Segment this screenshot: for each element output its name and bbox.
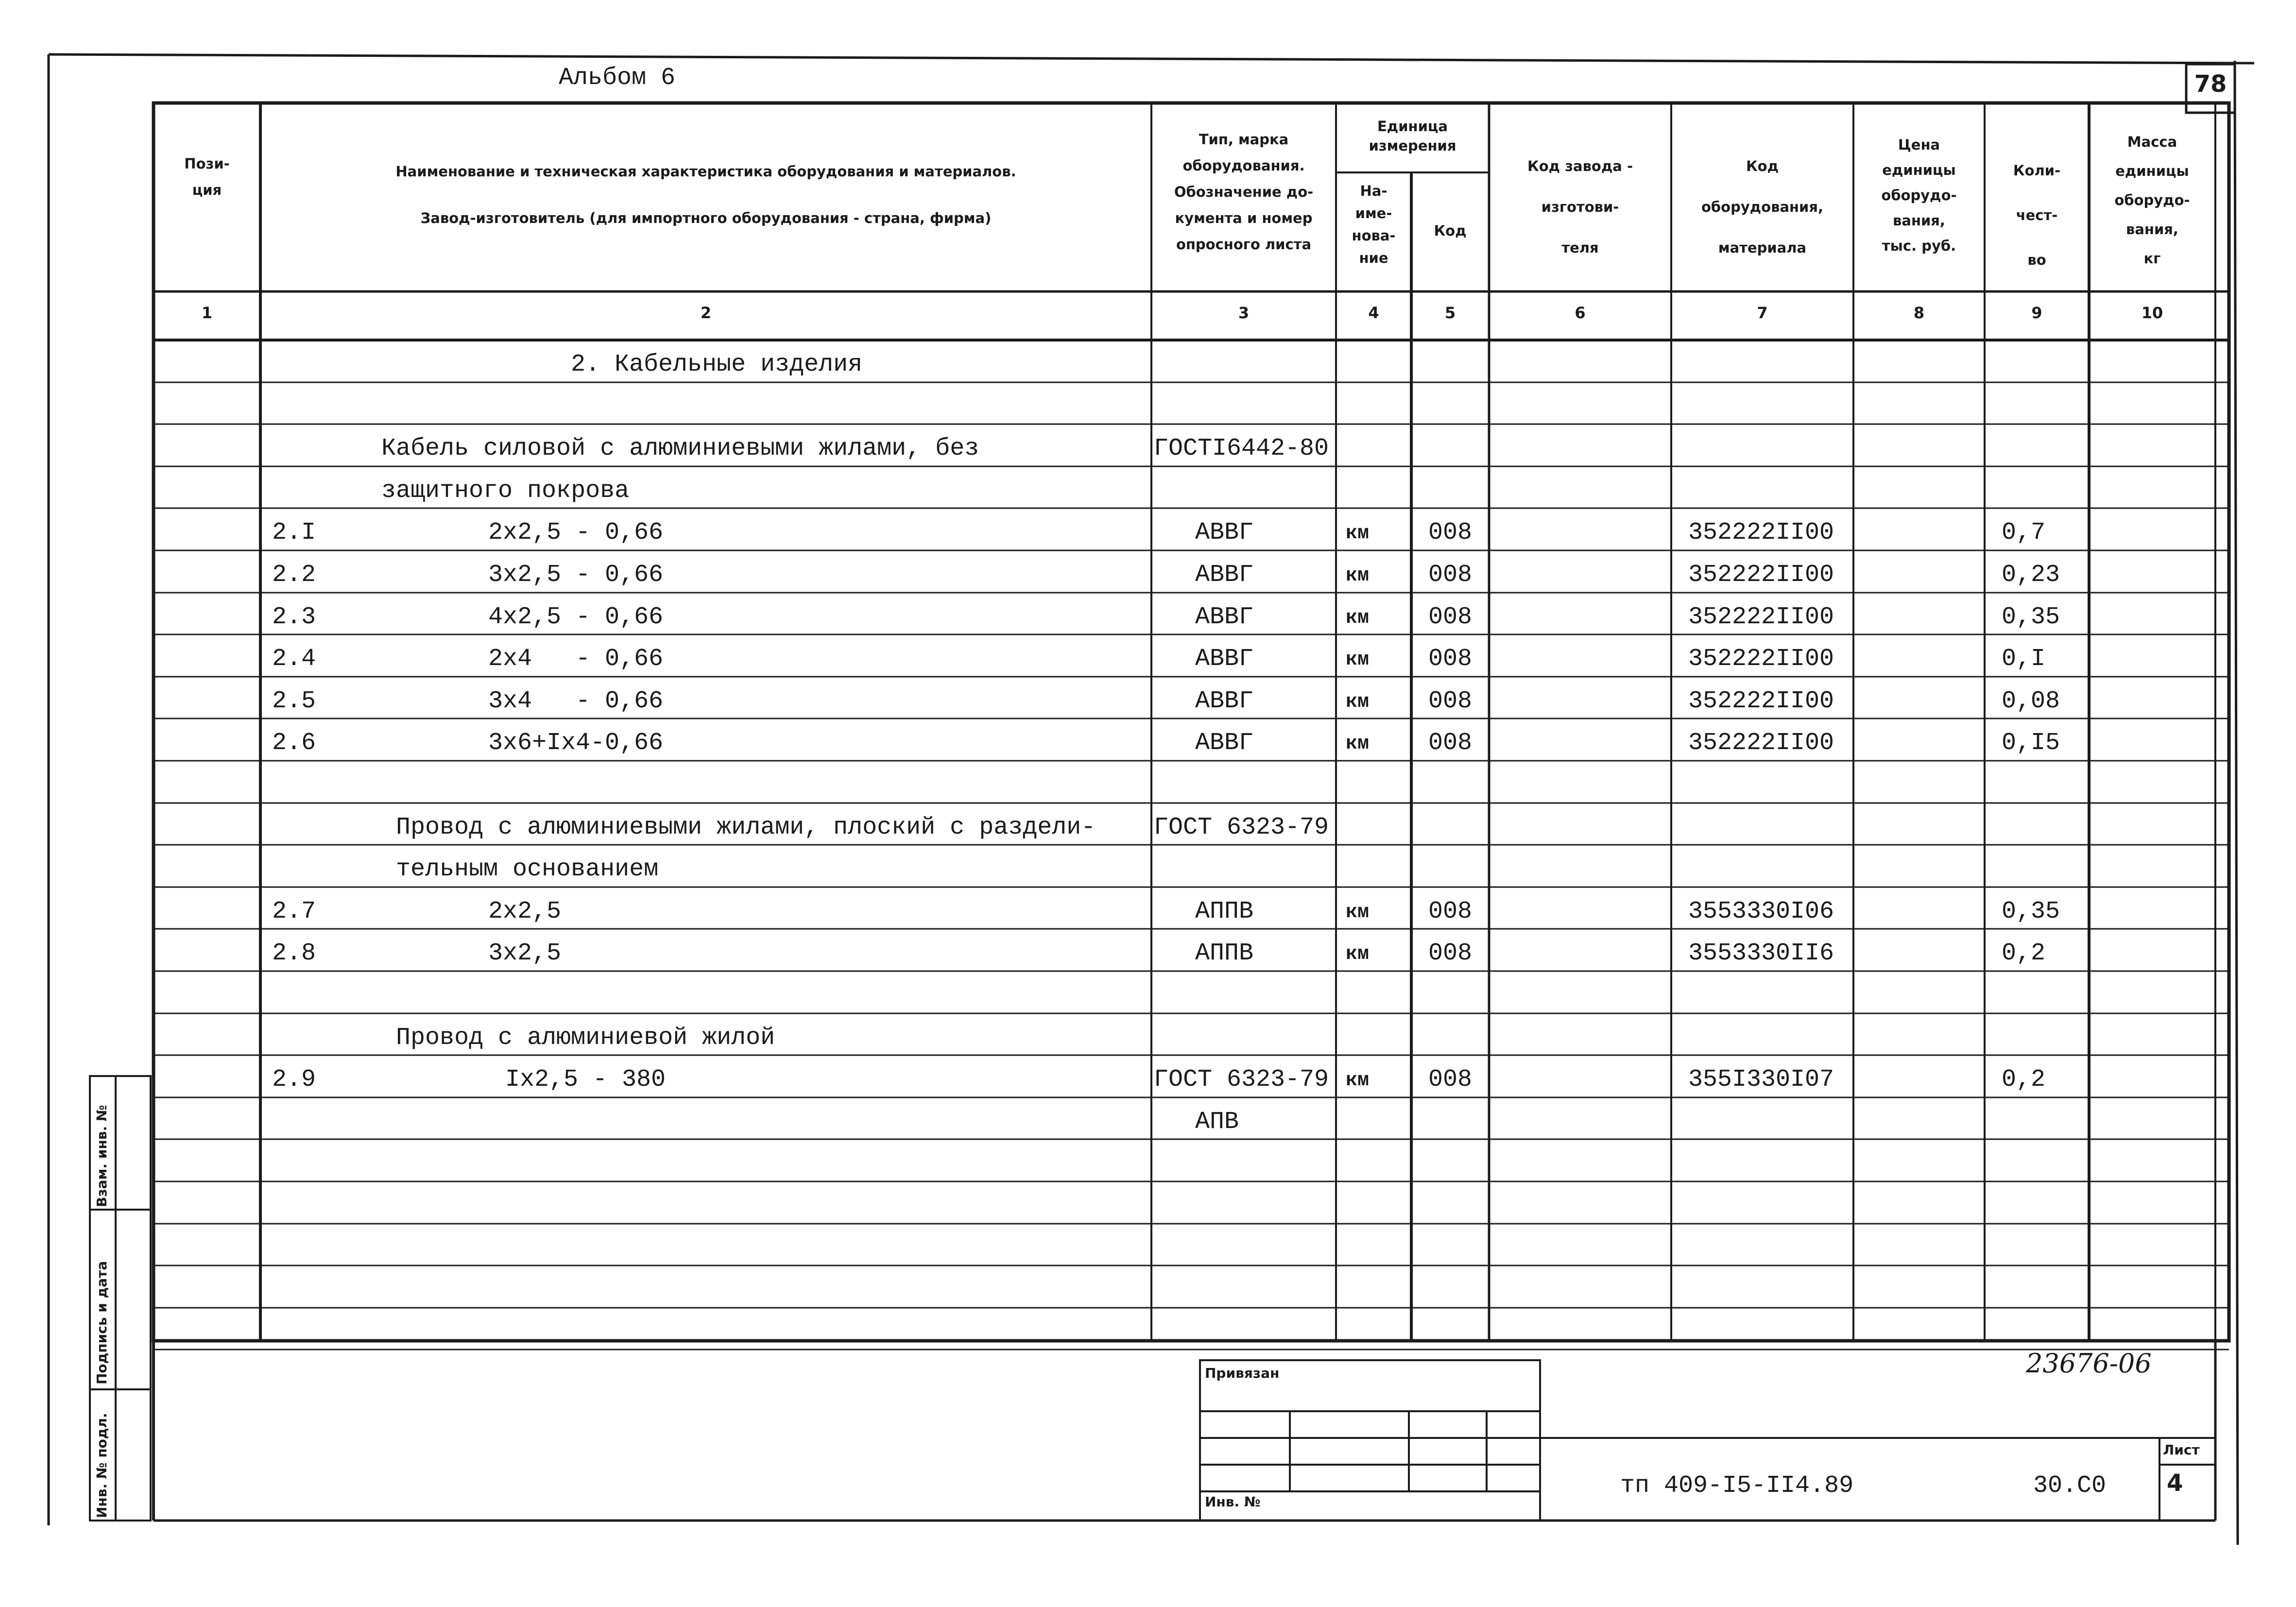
side-label-vzam-inv: Взам. инв. №	[94, 1105, 110, 1207]
type-cell: ГОСТ 6323-79	[1154, 814, 1329, 841]
table-row	[0, 718, 2296, 761]
material-code-cell: 352222II00	[1688, 561, 1834, 589]
position-cell: 2.2	[272, 561, 316, 589]
table-row	[0, 382, 2296, 425]
position-cell: 2.I	[272, 519, 316, 547]
material-code-cell: 3553330II6	[1688, 940, 1834, 967]
quantity-cell: 0,2	[2002, 1066, 2046, 1094]
header-quantity: Коли- чест- во	[2013, 162, 2061, 268]
table-row	[0, 845, 2296, 887]
header-price: Цена единицы оборудо- вания, тыс. руб.	[1881, 137, 1957, 254]
quantity-cell: 0,35	[2002, 603, 2060, 631]
table-row	[0, 803, 2296, 845]
name-cell: 3х2,5 - 0,66	[488, 561, 664, 589]
unit-code-cell: 008	[1428, 729, 1473, 757]
material-code-cell: 352222II00	[1688, 519, 1834, 547]
header-unit-code: Код	[1434, 222, 1467, 239]
unit-code-cell: 008	[1428, 645, 1473, 673]
header-factory-code: Код завода - изготови- теля	[1527, 158, 1633, 256]
table-row	[0, 466, 2296, 509]
type-cell: АВВГ	[1195, 603, 1254, 631]
type-cell: АВВГ	[1195, 519, 1254, 547]
header-unit-name: На- име- нова- ние	[1352, 183, 1396, 266]
table-row	[0, 1224, 2296, 1266]
table-row	[0, 1139, 2296, 1181]
unit-cell: км	[1346, 649, 1370, 671]
privyazan-label: Привязан	[1205, 1365, 1280, 1381]
type-cell: АППВ	[1195, 940, 1254, 967]
table-row	[0, 761, 2296, 803]
name-cell: 2х2,5 - 0,66	[488, 519, 664, 547]
type-cell: ГОСТ 6323-79	[1154, 1066, 1329, 1094]
column-number: 1	[201, 304, 213, 322]
type-cell: ГОСТI6442-80	[1154, 435, 1329, 462]
table-row	[0, 1055, 2296, 1097]
quantity-cell: 0,2	[2002, 940, 2046, 967]
type-cell: АВВГ	[1195, 645, 1254, 673]
position-cell: 2.6	[272, 729, 316, 757]
name-cell: 3х6+Iх4-0,66	[488, 729, 664, 757]
header-mass: Масса единицы оборудо- вания, кг	[2114, 134, 2190, 267]
column-number: 8	[1913, 304, 1925, 322]
album-label: Альбом 6	[559, 64, 676, 92]
table-row	[0, 340, 2296, 382]
unit-cell: км	[1346, 565, 1370, 587]
column-number: 3	[1238, 304, 1250, 322]
name-cell: тельным основанием	[396, 855, 659, 883]
side-label-inv-podl: Инв. № подл.	[94, 1413, 110, 1518]
column-number: 6	[1575, 304, 1586, 322]
unit-code-cell: 008	[1428, 898, 1473, 925]
quantity-cell: 0,I	[2002, 645, 2046, 673]
header-material-code: Код оборудования, материала	[1701, 158, 1824, 256]
name-cell: 2х4 - 0,66	[488, 645, 664, 673]
type-cell: АВВГ	[1195, 561, 1254, 589]
table-row	[0, 1265, 2296, 1308]
unit-cell: км	[1346, 902, 1370, 923]
quantity-cell: 0,35	[2002, 898, 2060, 925]
table-row	[0, 508, 2296, 550]
column-number: 5	[1444, 304, 1456, 322]
material-code-cell: 352222II00	[1688, 645, 1834, 673]
position-cell: 2.4	[272, 645, 316, 673]
name-cell: 3х4 - 0,66	[488, 687, 664, 715]
sheet-label: Лист	[2163, 1442, 2200, 1458]
name-cell: Кабель силовой с алюминиевыми жилами, без	[381, 435, 979, 462]
unit-cell: км	[1346, 691, 1370, 713]
section-code: 30.C0	[2033, 1472, 2107, 1500]
table-row	[0, 1308, 2296, 1350]
unit-code-cell: 008	[1428, 603, 1473, 631]
name-cell: 3х2,5	[488, 940, 562, 967]
table-row	[0, 1181, 2296, 1224]
unit-cell: км	[1346, 1070, 1370, 1092]
position-cell: 2.7	[272, 898, 316, 925]
position-cell: 2.8	[272, 940, 316, 967]
table-row	[0, 424, 2296, 466]
header-unit-group: Единица измерения	[1369, 118, 1456, 154]
inv-no-label: Инв. №	[1205, 1494, 1261, 1510]
name-cell: защитного покрова	[381, 477, 630, 505]
column-number: 10	[2141, 304, 2163, 322]
unit-cell: км	[1346, 607, 1370, 629]
unit-code-cell: 008	[1428, 940, 1473, 967]
table-row	[0, 1097, 2296, 1140]
name-cell: 2х2,5	[488, 898, 562, 925]
quantity-cell: 0,7	[2002, 519, 2046, 547]
quantity-cell: 0,I5	[2002, 729, 2060, 757]
table-row	[0, 550, 2296, 593]
material-code-cell: 3553330I06	[1688, 898, 1834, 925]
header-position: Пози- ция	[184, 155, 230, 198]
quantity-cell: 0,23	[2002, 561, 2060, 589]
name-cell: Iх2,5 - 380	[505, 1066, 666, 1094]
unit-cell: км	[1346, 943, 1370, 965]
column-number: 4	[1368, 304, 1379, 322]
name-cell: 2. Кабельные изделия	[571, 351, 863, 378]
position-cell: 2.3	[272, 603, 316, 631]
table-row	[0, 929, 2296, 971]
type-cell: АППВ	[1195, 898, 1254, 925]
unit-code-cell: 008	[1428, 519, 1473, 547]
name-cell: Провод с алюминиевыми жилами, плоский с раздели-	[396, 814, 1096, 841]
page-number: 78	[2194, 70, 2227, 98]
material-code-cell: 352222II00	[1688, 687, 1834, 715]
column-number: 9	[2031, 304, 2042, 322]
table-row	[0, 593, 2296, 635]
side-label-signature-date: Подпись и дата	[94, 1261, 110, 1385]
type-cell: АВВГ	[1195, 687, 1254, 715]
unit-cell: км	[1346, 733, 1370, 755]
table-row	[0, 887, 2296, 929]
unit-code-cell: 008	[1428, 561, 1473, 589]
position-cell: 2.9	[272, 1066, 316, 1094]
type-cell: АВВГ	[1195, 729, 1254, 757]
material-code-cell: 352222II00	[1688, 603, 1834, 631]
header-type: Тип, марка оборудования. Обозначение до- кумента и номер опросного листа	[1174, 131, 1314, 253]
unit-cell: км	[1346, 523, 1370, 545]
column-number: 7	[1757, 304, 1768, 322]
unit-code-cell: 008	[1428, 1066, 1473, 1094]
position-cell: 2.5	[272, 687, 316, 715]
table-row	[0, 1013, 2296, 1056]
table-row	[0, 971, 2296, 1013]
sheet-number: 4	[2167, 1470, 2183, 1497]
quantity-cell: 0,08	[2002, 687, 2060, 715]
material-code-cell: 352222II00	[1688, 729, 1834, 757]
table-row	[0, 677, 2296, 719]
column-number: 2	[700, 304, 712, 322]
unit-code-cell: 008	[1428, 687, 1473, 715]
table-row	[0, 634, 2296, 677]
handwritten-note: 23676-06	[2026, 1348, 2152, 1379]
header-name: Наименование и техническая характеристика оборудования и материалов. Завод-изготовитель (для импортного оборудования - страна, фирма)	[395, 163, 1016, 226]
name-cell: Провод с алюминиевой жилой	[396, 1024, 775, 1052]
type-cell: АПВ	[1195, 1108, 1239, 1136]
material-code-cell: 355I330I07	[1688, 1066, 1834, 1094]
document-code: тп 409-I5-II4.89	[1620, 1472, 1854, 1500]
name-cell: 4х2,5 - 0,66	[488, 603, 664, 631]
